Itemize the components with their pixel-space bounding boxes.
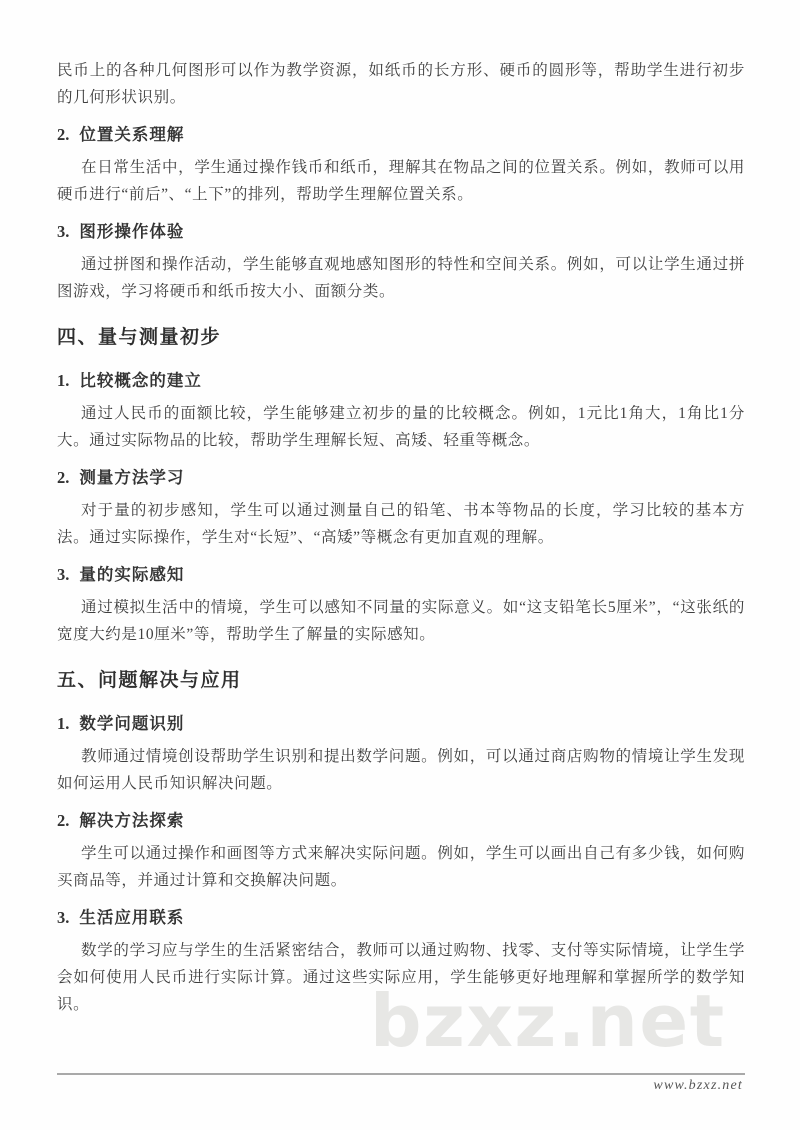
paragraph: 通过人民币的面额比较，学生能够建立初步的量的比较概念。例如，1元比1角大，1角比1分大。通过实际物品的比较，帮助学生理解长短、高矮、轻重等概念。 [57,405,745,449]
paragraph: 教师通过情境创设帮助学生识别和提出数学问题。例如，可以通过商店购物的情境让学生发现如何运用人民币知识解决问题。 [57,748,745,792]
paragraph: 对于量的初步感知，学生可以通过测量自己的铅笔、书本等物品的长度，学习比较的基本方法。通过实际操作，学生对“长短”、“高矮”等概念有更加直观的理解。 [57,502,745,546]
paragraph: 在日常生活中，学生通过操作钱币和纸币，理解其在物品之间的位置关系。例如，教师可以用硬币进行“前后”、“上下”的排列，帮助学生理解位置关系。 [57,159,745,203]
footer-divider [57,1073,745,1075]
subsection-number: 3. [57,222,70,241]
subsection-title: 测量方法学习 [79,468,185,487]
paragraph: 通过拼图和操作活动，学生能够直观地感知图形的特性和空间关系。例如，可以让学生通过拼图游戏，学习将硬币和纸币按大小、面额分类。 [57,256,745,300]
subsection-title: 量的实际感知 [79,565,185,584]
subsection-heading [57,906,745,930]
subsection-number: 2. [57,811,70,830]
subsection-heading [57,220,745,244]
subsection-number: 3. [57,908,70,927]
subsection-number: 2. [57,125,70,144]
watermark-text: bzxz.net [370,979,726,1063]
paragraph: 数学的学习应与学生的生活紧密结合，教师可以通过购物、找零、支付等实际情境，让学生学会如何使用人民币进行实际计算。通过这些实际应用，学生能够更好地理解和掌握所学的数学知识。 [57,942,745,1013]
subsection-number: 3. [57,565,70,584]
subsection-title: 解决方法探索 [79,811,185,830]
subsection-heading [57,563,745,587]
subsection-title: 比较概念的建立 [79,371,202,390]
subsection-heading [57,809,745,833]
subsection-heading [57,466,745,490]
subsection-title: 图形操作体验 [79,222,185,241]
subsection-number: 1. [57,371,70,390]
paragraph: 民币上的各种几何图形可以作为教学资源，如纸币的长方形、硬币的圆形等，帮助学生进行初步的几何形状识别。 [57,62,745,106]
subsection-number: 2. [57,468,70,487]
subsection-heading [57,123,745,147]
section-heading: 五、问题解决与应用 [57,670,242,691]
section-heading: 四、量与测量初步 [57,327,222,348]
subsection-title: 生活应用联系 [79,908,185,927]
subsection-title: 位置关系理解 [79,125,185,144]
subsection-heading [57,369,745,393]
subsection-title: 数学问题识别 [79,714,185,733]
subsection-heading [57,712,745,736]
paragraph: 通过模拟生活中的情境，学生可以感知不同量的实际意义。如“这支铅笔长5厘米”，“这张纸的宽度大约是10厘米”等，帮助学生了解量的实际感知。 [57,599,745,643]
footer-url: www.bzxz.net [653,1078,743,1093]
paragraph: 学生可以通过操作和画图等方式来解决实际问题。例如，学生可以画出自己有多少钱，如何购买商品等，并通过计算和交换解决问题。 [57,845,745,889]
subsection-number: 1. [57,714,70,733]
